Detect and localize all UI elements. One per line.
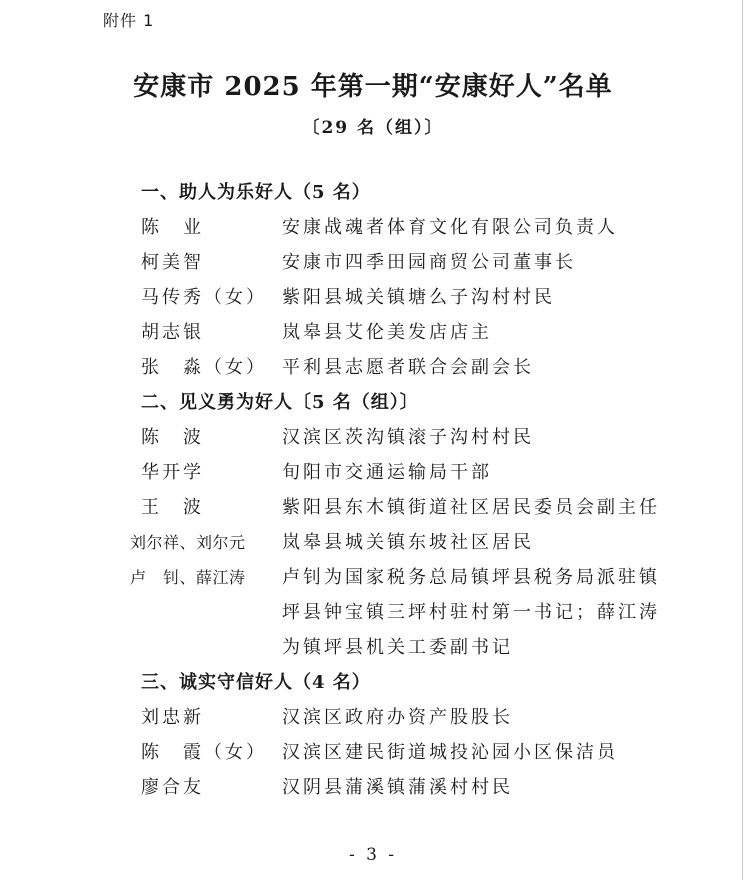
person-description: 安康市四季田园商贸公司董事长 (282, 252, 576, 273)
list-item (0, 560, 746, 665)
person-name: 胡志银 (141, 322, 204, 343)
list-item (0, 280, 746, 315)
person-name: 廖合友 (141, 777, 204, 798)
list-item (0, 735, 746, 770)
list-item (0, 455, 746, 490)
person-name: 陈 霞（女） (141, 742, 267, 763)
person-name: 陈 波 (141, 427, 204, 448)
list-item (0, 245, 746, 280)
list-item (0, 770, 746, 805)
person-description: 安康战魂者体育文化有限公司负责人 (282, 217, 618, 238)
section-heading-helping-others: 一、助人为乐好人（5 名） (141, 182, 371, 203)
section-heading-honesty: 三、诚实守信好人（4 名） (141, 672, 371, 693)
section-heading-bravery: 二、见义勇为好人〔5 名（组）〕 (141, 392, 419, 413)
person-name: 刘尔祥、刘尔元 (130, 533, 246, 552)
attachment-label: 附件 1 (103, 11, 155, 30)
person-description: 卢钊为国家税务总局镇坪县税务局派驻镇坪县钟宝镇三坪村驻村第一书记；薛江涛为镇坪县机关工委副书记 (282, 567, 660, 658)
person-description: 汉阴县蒲溪镇蒲溪村村民 (282, 777, 513, 798)
list-item (0, 490, 746, 525)
list-item (0, 700, 746, 735)
person-name: 马传秀（女） (141, 287, 267, 308)
person-name: 王 波 (141, 497, 204, 518)
person-description: 岚皋县城关镇东坡社区居民 (282, 532, 534, 553)
list-item (0, 525, 746, 560)
person-description: 汉滨区政府办资产股股长 (282, 707, 513, 728)
document-subtitle: 〔29 名（组）〕 (302, 118, 444, 138)
person-name: 陈 业 (141, 217, 204, 238)
person-description: 平利县志愿者联合会副会长 (282, 357, 534, 378)
person-description: 岚皋县艾伦美发店店主 (282, 322, 492, 343)
list-item (0, 210, 746, 245)
honor-list (0, 175, 746, 805)
person-name: 刘忠新 (141, 707, 204, 728)
person-description: 紫阳县城关镇塘么子沟村村民 (282, 287, 555, 308)
list-item (0, 350, 746, 385)
person-description: 紫阳县东木镇街道社区居民委员会副主任 (282, 497, 660, 518)
person-description: 旬阳市交通运输局干部 (282, 462, 492, 483)
list-item (0, 315, 746, 350)
document-title: 安康市 2025 年第一期“安康好人”名单 (133, 72, 613, 102)
person-name: 华开学 (141, 462, 204, 483)
page-number: - 3 - (348, 845, 398, 865)
list-item (0, 420, 746, 455)
person-description: 汉滨区建民街道城投沁园小区保洁员 (282, 742, 618, 763)
person-name: 柯美智 (141, 252, 204, 273)
person-name: 张 淼（女） (141, 357, 267, 378)
person-name: 卢 钊、薛江涛 (130, 568, 246, 587)
person-description: 汉滨区茨沟镇滚子沟村村民 (282, 427, 534, 448)
